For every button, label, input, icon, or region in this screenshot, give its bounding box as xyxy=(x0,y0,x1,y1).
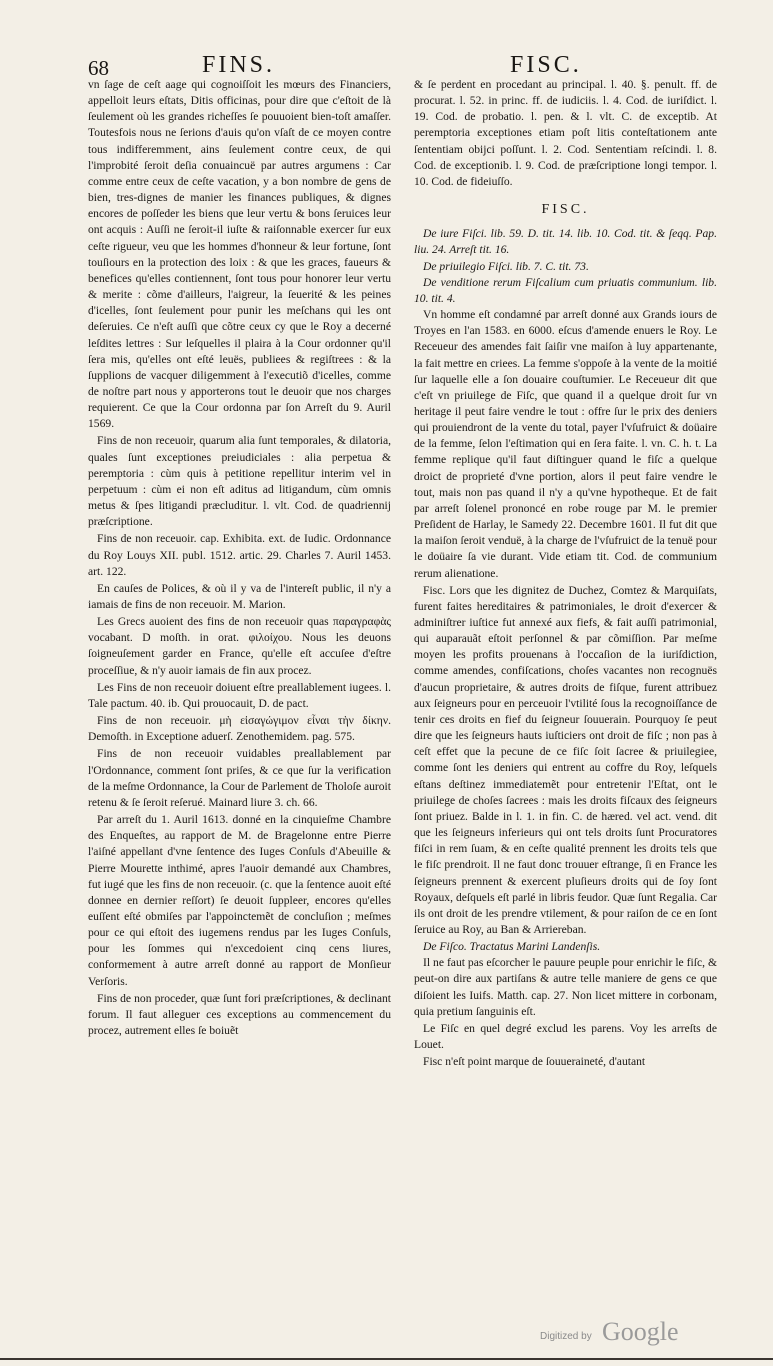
paragraph: Le Fiſc en quel degré exclud les parens. Voy les arreſts de Louet. xyxy=(414,1021,717,1052)
paragraph: Fins de non receuoir, quarum alia ſunt temporales, & dilatoria, quales ſunt exceptiones preiudiciales : alia perpetua & peremptoria : cùm quis à petitione repellitur interim vel in perpetuum : cùm ei non eſt aditus ad litigandum, cùm omnis metus & ſpes litigandi præcluditur. l. vlt. Cod. de quadriennij præſcriptione. xyxy=(88,434,391,529)
right-column xyxy=(414,77,717,1071)
paragraph: Les Grecs auoient des fins de non receuoir quas παραγραφὰς vocabant. D moſth. in orat. φιλοίχου. Nous les deuons ſoigneuſement garder en France, qu'elle eſt accuſee d'eſtre proceſſiue, & n'y auoir iamais de fin aux procez. xyxy=(88,615,391,677)
paragraph: Vn homme eſt condamné par arreſt donné aux Grands iours de Troyes en l'an 1583. en 6000. eſcus d'amende enuers le Roy. Le Receueur des amendes fait ſaiſir vne maiſon à luy appartenante, la fait mettre en criees. La femme s'oppoſe à la vente de la moitié ſur laquelle elle a ſon douaire couſtumier. Le Receueur dit que c'eſt vn priuilege de Fiſc, que quand il a quelque droit ſur vn heritage il peut faire vendre le tout : offre ſur le prix des deniers qui prouiendront de la vente du total, payer l'vſufruict & doüaire de la femme, ſelon l'eſtimation qui en ſera faite. l. vn. C. h. t. La femme replique qu'il faut diſtinguer quand le fiſc a quelque droict de proprieté d'vne portion, alors il peut faire vendre le tout, mais non pas quand il n'y a qu'vne hypotheque. Et de fait par arreſt ſolenel prononcé en robe rouge par M. le premier Preſident de Harlay, le Samedy 22. Decembre 1601. Il fut dit que la maiſon ſeroit venduë, à la charge de l'vſufruict de la tenuë pour le doüaire ſa vie durant. Vide etiam tit. Cod. de communium rerum alienatione. xyxy=(414,308,717,580)
paragraph: Fins de non receuoir. cap. Exhibita. ext. de Iudic. Ordonnance du Roy Louys XII. publ. 1512. artic. 29. Charles 7. Auril 1453. art. 122. xyxy=(88,532,391,578)
header-right-title: FISC. xyxy=(510,52,582,78)
paragraph: Il ne faut pas eſcorcher le pauure peuple pour enrichir le fiſc, & peut-on dire aux partiſans & autre telle maniere de gens ce que diſoient les Iuifs. Matth. cap. 27. Non licet mittere in corbonam, quia pretium ſanguinis eſt. xyxy=(414,956,717,1018)
google-logo: Google xyxy=(602,1317,679,1346)
reference-line: De iure Fiſci. lib. 59. D. tit. 14. lib. 10. Cod. tit. & ſeqq. Pap. liu. 24. Arreſt tit. 16. xyxy=(414,227,717,257)
paragraph: En cauſes de Polices, & où il y va de l'intereſt public, il n'y a iamais de fins de non receuoir. M. Marion. xyxy=(88,581,391,611)
paragraph: Fisc n'eſt point marque de ſouueraineté, d'autant xyxy=(423,1055,646,1069)
paragraph: Fins de non receuoir vuidables preallablement par l'Ordonnance, comment ſont priſes, & ce que ſur la verification de la meſme Ordonnance, la Cour de Parlement de Tholoſe auroit retenu & ſe ſeroit reſerué. Mainard liure 3. ch. 66. xyxy=(88,747,391,809)
left-column xyxy=(88,77,391,1040)
paragraph: Fisc. Lors que les dignitez de Duchez, Comtez & Marquiſats, furent faites hereditaires & patrimoniales, le droit d'exercer & adminiſtrer iuſtice fut annexé aux fiefs, & fait auſſi patrimonial, qui auparauãt eſtoit perſonnel & par cõmiſſion. Par meſme moyen les profits prouenans à l'occaſion de la iuriſdiction, comme amendes, confiſcations, choſes vacantes non recognuës d'aucun proprietaire, & autres droits de fiſque, furent attribuez aux ſeigneurs pour en perceuoir l'vtilité ſous la recognoiſſance de tenir ces droits en fief du ſeigneur ſouuerain. Pourquoy ſe peut dire que les ſeigneurs hauts iuſticiers ont droit de fiſc ; non pas à ceſt effet que la pecune de ce fiſc ſoit ſacree & priuilegiee, comme ſont les deniers qui entrent au coffre du Roy, leſquels eſtans deſtinez immediatemẽt pour entretenir l'Eſtat, ont le priuilege de choſes ſacrees : mais les droits fiſcaux des ſeigneurs ſont priuez. Balde in l. 1. in fin. C. de hæred. vel act. vend. dit que les ſeigneurs inferieurs qui ont tels droits ſunt Procuratores fiſci in rem ſuam, & en ceſte qualité prennent les droits tels que le fiſc prendroit. Il ne faut donc trouuer eſtrange, ſi en France les ſeigneurs prennent & exercent pluſieurs droits qui de ſoy ſont Royaux, deſquels eſt parlé in libris feudor. Quæ ſunt Regalia. Car ils ont droit de les prendre vtilement, & pour raiſon de ce en ſont ſeruice au Roy, au Ban & Arriereban. xyxy=(414,583,717,936)
paragraph: & ſe perdent en procedant au principal. l. 40. §. penult. ff. de procurat. l. 52. in princ. ff. de iudiciis. l. 4. Cod. de iuriſdict. l. 19. Cod. de probatio. l. pen. & l. vlt. C. de exceptib. At peremptoria exceptiones etiam poſt litis conteſtationem ante ſententiam obijci poſſunt. l. 2. Cod. Sententiam reſcindi. l. 8. Cod. de exceptionib. l. 9. Cod. de præſcriptione longi tempor. l. 10. Cod. de fideiuſſo. xyxy=(414,78,717,188)
header-left-title: FINS. xyxy=(202,52,276,78)
digitized-label: Digitized by xyxy=(540,1331,592,1342)
section-heading: FISC. xyxy=(541,202,590,218)
reference-line: De priuilegio Fiſci. lib. 7. C. tit. 73. xyxy=(423,259,589,273)
page-edge-rule xyxy=(0,1358,773,1360)
page-number: 68 xyxy=(88,56,109,80)
reference-line: De venditione rerum Fiſcalium cum priuatis communium. lib. 10. tit. 4. xyxy=(414,275,717,305)
digitized-watermark xyxy=(540,1317,730,1347)
paragraph: vn ſage de ceſt aage qui cognoiſſoit les mœurs des Financiers, appelloit leurs eſtats, Ditis officinas, pour dire que c'eſtoit de là ſeulement où les grandes richeſſes ſe pouuoient bien-toſt amaſſer. Toutesfois nous ne ſerions d'auis qu'on vſaſt de ce moyen contre tous indifferemment, ains ſeulement contre ceux, de qui l'improbité ſeroit deſia conuaincuë par autres argumens : Car comme entre ceux de ceſte vacation, y a bon nombre de gens de bien, tres-dignes de manier les finances publiques, & dignes encores de poſſeder les biens que leur vertu & bons ſeruices leur ont acquis : Auſſi ne ſeroit-il iuſte & raiſonnable exercer ſur eux ceſte rigueur, veu que les hommes d'honneur & leur fortune, ſont touſiours en la protection des loix : & que les graces, faueurs & benefices qu'elles contiennent, ſont tous pour honorer leur vertu & merite : cõme d'ailleurs, l'aigreur, la ſeuerité & les peines d'icelles, ſont ſeulement pour punir les meſchans qui les ont deſeruies. Ce n'eſt auſſi que cõtre ceux cy que le Roy a decerné leſdites lettres : Sur leſquelles il plaira à la Cour ordonner qu'il ſera mis, qu'elles ont eſté leuës, publiees & regiſtrees : & la ſupplions de vacquer diligemment à l'executiõ d'icelles, comme de noſtre part nous y apporterons tout le deuoir que nos charges requierent. Ce que la Cour ordonna par ſon Arreſt du 9. Auril 1569. xyxy=(88,78,391,431)
paragraph: Les Fins de non receuoir doiuent eſtre preallablement iugees. l. Tale pactum. 40. ib. Qui prouocauit, D. de pact. xyxy=(88,680,391,710)
paragraph: Fins de non proceder, quæ ſunt fori præſcriptiones, & declinant forum. Il faut alleguer ces exceptions au commencement du procez, autrement elles ſe boiuẽt xyxy=(88,991,391,1038)
paragraph: Par arreſt du 1. Auril 1613. donné en la cinquieſme Chambre des Enqueſtes, au rapport de M. de Bragelonne entre Pierre l'aiſné appellant d'vne ſentence des Iuges Conſuls d'Abeuille & Pierre Mourette inthimé, apres l'auoir demandé aux Chambres, fut iugé que les fins de non receuoir. (c. que la ſentence auoit eſté donnee en dernier reſſort) ſe deuoit ſuppleer, encores qu'elles euſſent eſté obmiſes par l'appoinctemẽt de concluſion ; meſmes pour ce qui eſtoit des iugemens rendus par les Iuges Conſuls, pour les ſommes qui n'excedoient cinq cens liures, conformement à autre arreſt donné au rapport de Monſieur Verſoris. xyxy=(88,813,391,988)
paragraph: Fins de non receuoir. μὴ εἰσαγώγιμον εἶναι τὴν δίκην. Demoſth. in Exceptione aduerſ. Zenothemidem. pag. 575. xyxy=(88,714,391,744)
reference-line: De Fiſco. Tractatus Marini Landenſis. xyxy=(423,940,601,954)
